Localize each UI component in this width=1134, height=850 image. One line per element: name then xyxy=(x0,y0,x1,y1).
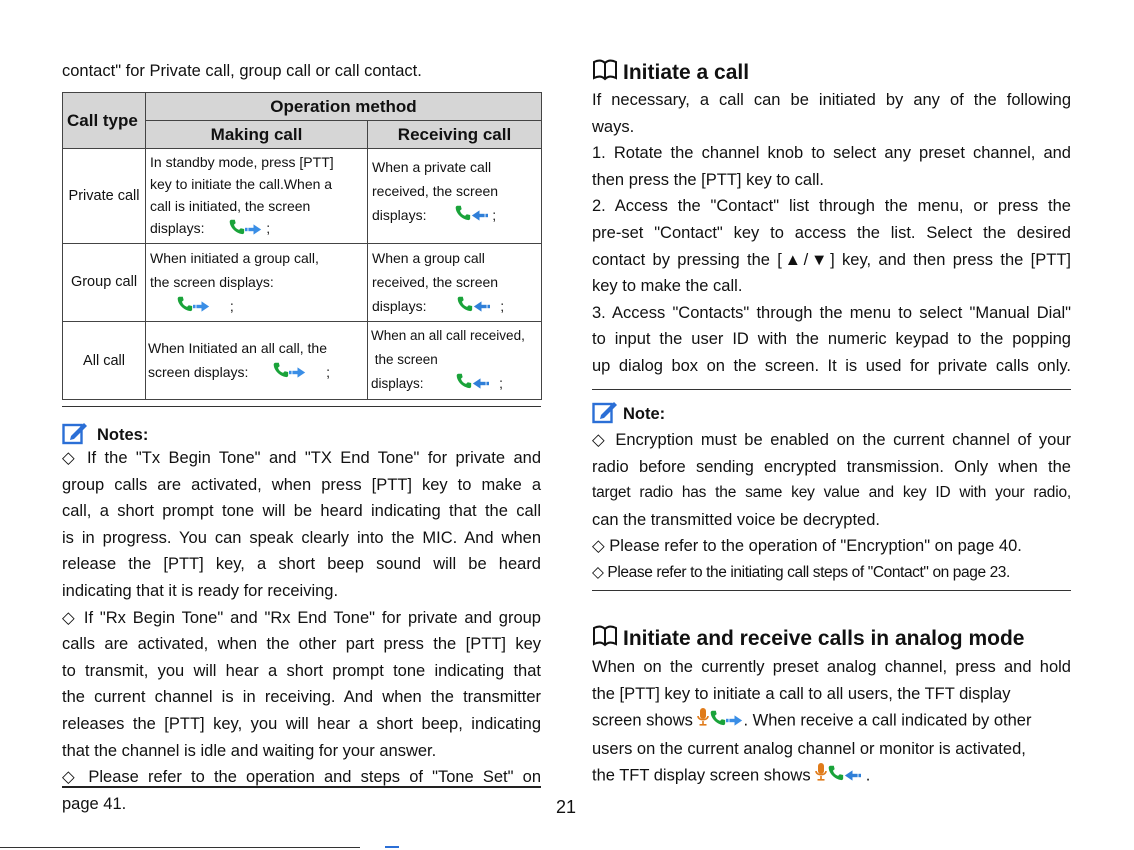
notes-line: indicating that it is ready for receiving. xyxy=(62,581,339,600)
cell-text: ; xyxy=(499,376,503,392)
notes-line: ◇ Please refer to the operation and steps of "Tone Set" on xyxy=(62,768,541,787)
heading-analog-mode xyxy=(592,625,1024,652)
body-line: ways. xyxy=(592,117,635,136)
notes-line: that the channel is idle and waiting for your answer. xyxy=(62,741,437,760)
cell-text: ; xyxy=(229,297,234,314)
notes-line: ◇ If the "Tx Begin Tone" and "TX End Tone" for private and xyxy=(62,449,541,467)
heading-initiate-call xyxy=(592,59,749,86)
body-line: When on the currently preset analog channel, press and hold xyxy=(592,658,1071,676)
cell-text: ; xyxy=(500,297,505,314)
cell-line xyxy=(148,360,367,385)
cell-text: ; xyxy=(492,207,497,223)
phone-outgoing-icon xyxy=(228,218,262,241)
cell-text: screen displays: xyxy=(148,363,249,380)
note-pen-icon xyxy=(592,400,618,429)
phone-incoming-icon xyxy=(456,295,490,319)
row-type-private: Private call xyxy=(63,149,146,244)
cell-line xyxy=(372,203,541,228)
notes-body xyxy=(62,445,541,817)
notes-line: ◇ If "Rx Begin Tone" and "Rx End Tone" for private and group xyxy=(62,608,541,627)
phone-incoming-icon xyxy=(827,763,861,790)
notes-line: call, a short prompt tone will be heard indicating that the call xyxy=(62,502,541,521)
footer-mark xyxy=(385,846,399,848)
phone-outgoing-icon xyxy=(709,708,743,735)
cell-text: displays: xyxy=(150,220,205,236)
note-line: ◇ Please refer to the initiating call steps of "Contact" on page 23. xyxy=(592,563,1010,581)
body-line: up dialog box on the screen. It is used for private calls only. xyxy=(592,356,1071,375)
cell-line: When an all call received, xyxy=(371,328,525,344)
phone-incoming-icon xyxy=(454,204,488,228)
note-line: ◇ Please refer to the operation of "Encryption" on page 40. xyxy=(592,537,1022,556)
body-line: 1. Rotate the channel knob to select any preset channel, and xyxy=(592,144,1071,163)
cell-text: ; xyxy=(266,220,271,236)
note-line: radio before sending encrypted transmission. Only when the xyxy=(592,457,1071,476)
body-line: If necessary, a call can be initiated by any of the following xyxy=(592,91,1071,109)
body-line: to input the user ID with the numeric keypad to the popping xyxy=(592,330,1071,349)
body-line xyxy=(592,707,1071,736)
cell-line: key to initiate the call.When a xyxy=(150,176,333,192)
body-text: screen shows xyxy=(592,711,693,730)
body-text: . When receive a call indicated by other xyxy=(743,711,1032,730)
body-line: 2. Access the "Contact" list through the menu, or press the xyxy=(592,197,1071,216)
cell-text: ; xyxy=(326,363,331,380)
notes-line: to transmit, you will hear a short prompt tone indicating that xyxy=(62,661,541,680)
cell-text: displays: xyxy=(372,207,427,223)
note-line: can the transmitted voice be decrypted. xyxy=(592,510,880,529)
notes-title: Notes: xyxy=(97,426,149,444)
note-bottom-rule xyxy=(592,590,1071,591)
cell-line: received, the screen xyxy=(372,183,499,199)
private-making-cell xyxy=(146,149,368,244)
operation-method-header: Operation method xyxy=(146,93,542,121)
body-line xyxy=(592,762,1071,791)
cell-line xyxy=(372,294,541,319)
note-title: Note: xyxy=(623,405,666,423)
body-line: contact by pressing the [▲/▼] key, and then press the [PTT] xyxy=(592,250,1071,269)
private-receiving-cell xyxy=(368,149,542,244)
cell-line: When a private call xyxy=(372,159,492,175)
cell-line: received, the screen xyxy=(372,273,499,290)
notes-line: group calls are activated, when press [PTT] key to make a xyxy=(62,475,541,494)
cell-line xyxy=(150,294,367,319)
body-line: the [PTT] key to initiate a call to all users, the TFT display xyxy=(592,684,1011,703)
cell-text: displays: xyxy=(371,376,424,392)
body-line: 3. Access "Contacts" through the menu to select "Manual Dial" xyxy=(592,303,1071,322)
initiate-call-body xyxy=(592,87,1071,380)
intro-text: contact" for Private call, group call or call contact. xyxy=(62,62,422,80)
cell-line: the screen xyxy=(371,352,438,368)
phone-outgoing-icon xyxy=(272,361,306,385)
making-call-header: Making call xyxy=(146,121,368,149)
row-type-all: All call xyxy=(63,322,146,400)
group-making-cell xyxy=(146,243,368,321)
page-number: 21 xyxy=(556,797,577,817)
heading-text: Initiate and receive calls in analog mode xyxy=(623,626,1025,650)
cell-line xyxy=(371,372,541,397)
mic-icon xyxy=(697,707,709,736)
phone-outgoing-icon xyxy=(176,295,210,319)
cell-line: In standby mode, press [PTT] xyxy=(150,154,334,170)
analog-body xyxy=(592,654,1071,791)
book-icon xyxy=(592,625,618,652)
footer-rule xyxy=(0,847,360,848)
notes-line: calls are activated, when the other part press the [PTT] key xyxy=(62,635,541,654)
mic-icon xyxy=(815,762,827,791)
all-receiving-cell xyxy=(368,322,542,400)
cell-line xyxy=(150,217,367,241)
note-line: target radio has the same key value and key ID with your radio, xyxy=(592,484,1071,502)
note-line: ◇ Encryption must be enabled on the current channel of your xyxy=(592,431,1071,449)
heading-text: Initiate a call xyxy=(623,60,750,84)
cell-line: When initiated a group call, xyxy=(150,249,319,266)
cell-line: When a group call xyxy=(372,249,485,266)
cell-line: call is initiated, the screen xyxy=(150,198,311,214)
notes-line: page 41. xyxy=(62,794,127,813)
note-body xyxy=(592,427,1071,587)
notes-line: release the [PTT] key, a short beep sound will be heard xyxy=(62,555,541,574)
notes-line: releases the [PTT] key, you will hear a short beep, indicating xyxy=(62,714,541,733)
notes-top-rule xyxy=(62,406,541,407)
call-type-header: Call type xyxy=(63,93,146,149)
call-type-table xyxy=(62,92,542,400)
body-text: the TFT display screen shows xyxy=(592,767,811,786)
cell-line: When Initiated an all call, the xyxy=(148,339,327,356)
cell-line: the screen displays: xyxy=(150,273,274,290)
phone-incoming-icon xyxy=(455,372,489,397)
body-text: . xyxy=(865,767,871,786)
body-line: pre-set "Contact" key to access the list. Select the desired xyxy=(592,223,1071,242)
notes-bottom-rule xyxy=(62,786,541,788)
all-making-cell xyxy=(146,322,368,400)
body-line: key to make the call. xyxy=(592,277,743,296)
body-line: then press the [PTT] key to call. xyxy=(592,170,825,189)
note-top-rule xyxy=(592,389,1071,390)
book-icon xyxy=(592,59,618,86)
receiving-call-header: Receiving call xyxy=(368,121,542,149)
body-line: users on the current analog channel or monitor is activated, xyxy=(592,739,1026,758)
notes-line: is in progress. You can speak clearly into the MIC. And when xyxy=(62,528,541,547)
group-receiving-cell xyxy=(368,243,542,321)
notes-line: the current channel is in receiving. And when the transmitter xyxy=(62,688,541,707)
cell-text: displays: xyxy=(372,297,427,314)
note-header xyxy=(592,400,665,429)
row-type-group: Group call xyxy=(63,243,146,321)
